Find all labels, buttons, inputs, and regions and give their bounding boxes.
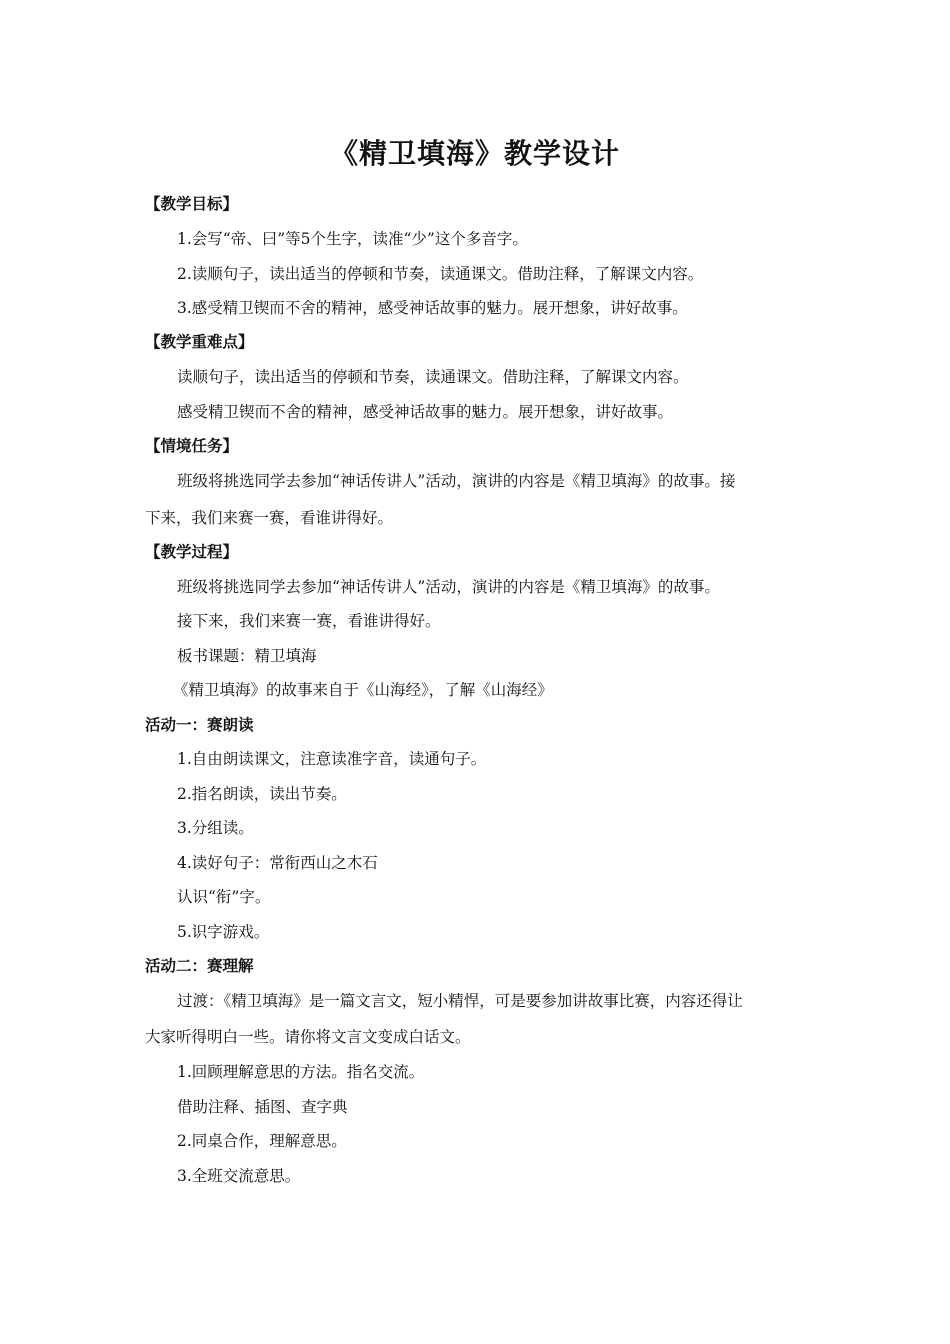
paragraph: 3.感受精卫锲而不舍的精神，感受神话故事的魅力。展开想象，讲好故事。: [177, 299, 688, 317]
paragraph: 5.识字游戏。: [177, 923, 270, 941]
paragraph: 1.会写“帝、曰”等5个生字，读准“少”这个多音字。: [177, 230, 528, 248]
paragraph: 接下来，我们来赛一赛，看谁讲得好。: [177, 612, 441, 630]
paragraph: 过渡：《精卫填海》是一篇文言文，短小精悍，可是要参加讲故事比赛，内容还得让: [177, 992, 743, 1010]
paragraph: 2.读顺句子，读出适当的停顿和节奏，读通课文。借助注释，了解课文内容。: [177, 265, 704, 283]
paragraph: 3.全班交流意思。: [177, 1167, 301, 1185]
paragraph: 大家听得明白一些。请你将文言文变成白话文。: [145, 1028, 471, 1046]
paragraph: 板书课题：精卫填海: [177, 647, 317, 665]
paragraph: 4.读好句子：常衔西山之木石: [177, 854, 378, 872]
paragraph: 感受精卫锲而不舍的精神，感受神话故事的魅力。展开想象，讲好故事。: [177, 403, 674, 421]
paragraph: 1.回顾理解意思的方法。指名交流。: [177, 1063, 425, 1081]
paragraph: 读顺句子，读出适当的停顿和节奏，读通课文。借助注释，了解课文内容。: [177, 368, 689, 386]
section-heading-key-points: 【教学重难点】: [145, 333, 254, 351]
paragraph: 2.同桌合作，理解意思。: [177, 1132, 347, 1150]
paragraph: 借助注释、插图、查字典: [177, 1098, 348, 1116]
section-heading-situation-task: 【情境任务】: [145, 437, 239, 455]
section-heading-process: 【教学过程】: [145, 543, 239, 561]
paragraph: 2.指名朗读，读出节奏。: [177, 785, 347, 803]
paragraph: 认识“衔”字。: [177, 888, 271, 906]
section-heading-objectives: 【教学目标】: [145, 195, 239, 213]
paragraph: 3.分组读。: [177, 819, 254, 837]
activity-heading-reading: 活动一：赛朗读: [145, 716, 254, 734]
paragraph: 《精卫填海》的故事来自于《山海经》，了解《山海经》: [173, 681, 553, 699]
paragraph: 1.自由朗读课文，注意读准字音，读通句子。: [177, 750, 487, 768]
paragraph: 下来，我们来赛一赛，看谁讲得好。: [145, 509, 394, 527]
paragraph: 班级将挑选同学去参加“神话传讲人”活动，演讲的内容是《精卫填海》的故事。接: [177, 472, 736, 490]
activity-heading-understanding: 活动二：赛理解: [145, 957, 254, 975]
paragraph: 班级将挑选同学去参加“神话传讲人”活动，演讲的内容是《精卫填海》的故事。: [177, 578, 720, 596]
document-title: 《精卫填海》教学设计: [329, 137, 620, 170]
